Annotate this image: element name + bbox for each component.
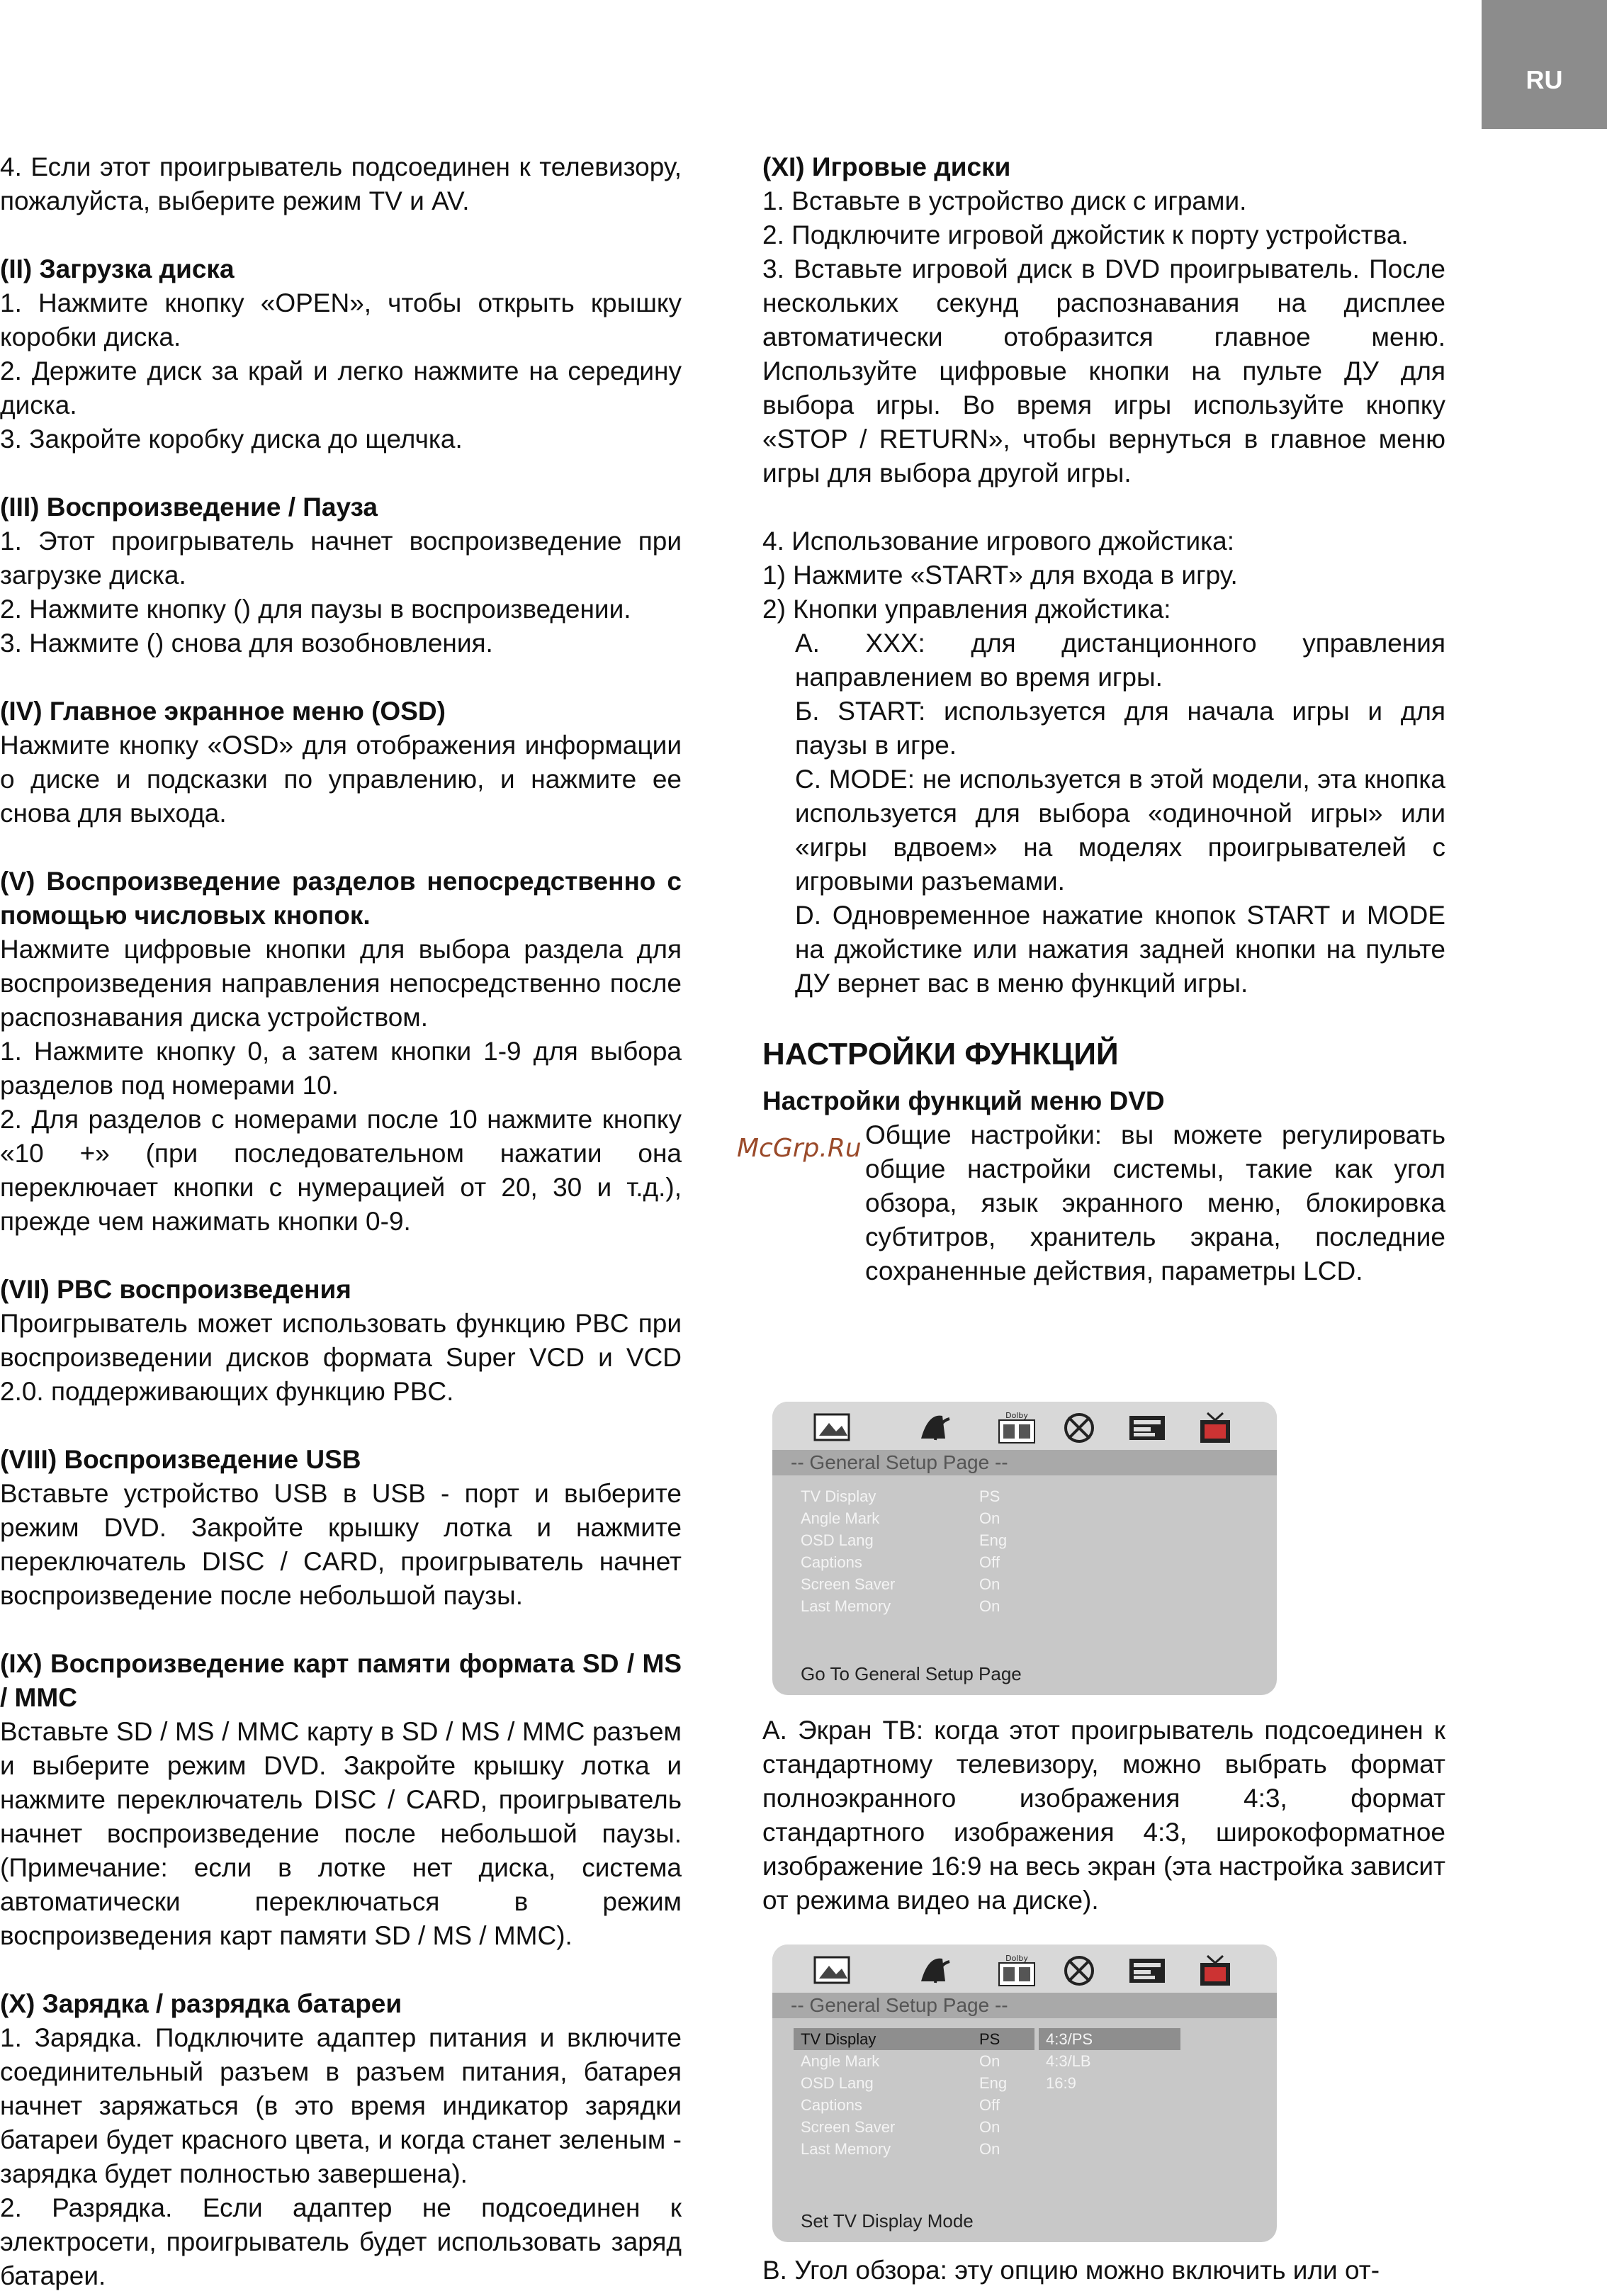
preference-icon [1127, 1410, 1168, 1446]
dolby-icon [996, 1410, 1037, 1446]
section-heading: (II) Загрузка диска [0, 254, 235, 283]
section-heading: (VIII) Воспроизведение USB [0, 1445, 361, 1474]
status-line: Go To General Setup Page [801, 1663, 1022, 1684]
paragraph: 2. Подключите игровой джойстик к порту устройства. [762, 220, 1409, 249]
paragraph-view-angle: B. Угол обзора: эту опцию можно включить или от- [762, 2256, 1380, 2285]
general-setup-icon [812, 1410, 853, 1446]
watermark-text: McGrp.Ru [737, 1134, 862, 1163]
audio-setup-icon [914, 1410, 955, 1446]
video-setup-icon [1059, 1410, 1100, 1446]
icon-bar [772, 1945, 1277, 1994]
section-heading: (V) Воспроизведение разделов непосредственно с помощью числовых кнопок. [0, 867, 682, 930]
language-tab-label: RU [1526, 65, 1563, 94]
para-b-block [762, 2253, 1445, 2287]
setting-value: On [979, 2052, 1000, 2070]
screen-title: -- General Setup Page -- [772, 1450, 1277, 1475]
paragraph: 2. Держите диск за край и легко нажмите на середину диска. [0, 356, 682, 420]
dolby-label: Dolby [1005, 1954, 1028, 1963]
section-heading: (XI) Игровые диски [762, 152, 1011, 181]
paragraph: 3. Нажмите () снова для возобновления. [0, 629, 493, 658]
menu-item[interactable]: Angle Mark [801, 1509, 880, 1527]
paragraph: 1) Нажмите «START» для входа в игру. [762, 561, 1238, 590]
section-heading: (IX) Воспроизведение карт памяти формата SD / MS / MMC [0, 1649, 682, 1712]
general-setup-screen-2 [772, 1945, 1277, 2242]
spacer [0, 456, 682, 490]
subsection-text: Общие настройки: вы можете регулировать общие настройки системы, такие как угол обзора, язык экранного меню, блокировка субтитров, хранитель экрана, последние сохраненные действия, параметры LCD. [865, 1120, 1445, 1285]
setting-value: On [979, 2140, 1000, 2158]
setting-value: On [979, 2118, 1000, 2136]
setting-value: PS [979, 1487, 1000, 1505]
menu-item[interactable]: Last Memory [801, 2140, 891, 2158]
spacer [0, 1953, 682, 1987]
general-setup-icon [812, 1953, 853, 1988]
setting-value: On [979, 1509, 1000, 1527]
paragraph: Вставьте устройство USB в USB - порт и выберите режим DVD. Закройте крышку лотка и нажмите переключатель DISC / CARD, проигрыватель начнет воспроизведение после небольшой паузы. [0, 1479, 682, 1610]
dolby-label: Dolby [1005, 1411, 1028, 1420]
setting-value: Eng [979, 2074, 1008, 2092]
para-a-block [762, 1713, 1445, 1918]
spacer [0, 1239, 682, 1273]
spacer [762, 490, 1445, 524]
menu-item[interactable]: Captions [801, 1553, 862, 1571]
paragraph: C. MODE: не используется в этой модели, эта кнопка используется для выбора «одиночной игры» или «игры вдвоем» на моделях проигрывателей с игровыми разъемами. [795, 765, 1445, 896]
paragraph: Вставьте SD / MS / MMC карту в SD / MS / MMC разъем и выберите режим DVD. Закройте крышку лотка и нажмите переключатель DISC / CARD, проигрыватель начнет воспроизведение после небольшой паузы. (Примечание: если в лотке нет диска, система автоматически переключаться в режим воспроизведения карт памяти SD / MS / MMC). [0, 1717, 682, 1950]
option-item-selected[interactable]: 4:3/PS [1039, 2028, 1180, 2050]
menu-item[interactable]: Captions [801, 2096, 862, 2114]
audio-setup-icon [914, 1953, 955, 1988]
status-line: Set TV Display Mode [801, 2210, 974, 2232]
menu-item[interactable]: Screen Saver [801, 1575, 896, 1593]
paragraph: Б. START: используется для начала игры и для паузы в игре. [795, 697, 1445, 760]
spacer [0, 1613, 682, 1647]
general-setup-screen-1 [772, 1402, 1277, 1695]
section-title: НАСТРОЙКИ ФУНКЦИЙ [762, 1037, 1119, 1071]
paragraph: 1. Зарядка. Подключите адаптер питания и включите соединительный разъем в разъем питания, батарея начнет заряжаться (в это время индикатор зарядки батареи будет красного цвета, и когда станет зеленым - зарядка будет полностью завершена). [0, 2023, 682, 2188]
tv-display-options [1039, 2028, 1180, 2094]
exit-tv-icon [1195, 1410, 1236, 1446]
spacer [0, 1409, 682, 1443]
subsection-title: Настройки функций меню DVD [762, 1086, 1165, 1115]
paragraph: 1. Вставьте в устройство диск с играми. [762, 186, 1247, 215]
spacer [0, 218, 682, 252]
right-column [762, 150, 1445, 1288]
menu-item[interactable]: TV Display [801, 1487, 876, 1505]
paragraph: 4. Если этот проигрыватель подсоединен к телевизору, пожалуйста, выберите режим TV и AV. [0, 152, 682, 215]
section-heading: (III) Воспроизведение / Пауза [0, 493, 378, 522]
paragraph: 3. Вставьте игровой диск в DVD проигрыватель. После нескольких секунд распознавания на дисплее автоматически отобразится главное меню. Используйте цифровые кнопки на пульте ДУ для выбора игры. Во время игры используйте кнопку «STOP / RETURN», чтобы вернуться в главное меню игры для выбора другой игры. [762, 254, 1445, 488]
paragraph: 4. Использование игрового джойстика: [762, 527, 1235, 556]
settings-menu [801, 1485, 895, 1617]
option-item[interactable]: 16:9 [1046, 2074, 1076, 2092]
option-item[interactable]: 4:3/LB [1046, 2052, 1091, 2070]
preference-icon [1127, 1953, 1168, 1988]
settings-values [979, 1485, 1007, 1617]
setting-value: PS [979, 2030, 1000, 2048]
paragraph: A. XXX: для дистанционного управления направлением во время игры. [795, 629, 1445, 692]
spacer [0, 660, 682, 694]
paragraph: 2. Нажмите кнопку () для паузы в воспроизведении. [0, 595, 631, 624]
menu-item-selected[interactable]: TV Display [794, 2028, 1034, 2050]
paragraph: D. Одновременное нажатие кнопок START и MODE на джойстике или нажатия задней кнопки на пульте ДУ вернет вас в меню функций игры. [795, 901, 1445, 998]
exit-tv-icon [1195, 1953, 1236, 1988]
language-tab [1482, 0, 1607, 129]
menu-item[interactable]: Angle Mark [801, 2052, 880, 2070]
menu-item[interactable]: Last Memory [801, 1597, 891, 1615]
game-discs-section [762, 150, 1445, 1001]
section-heading: (VII) PBC воспроизведения [0, 1275, 351, 1304]
section-heading: (IV) Главное экранное меню (OSD) [0, 697, 446, 726]
paragraph: 2) Кнопки управления джойстика: [762, 595, 1171, 624]
paragraph: Нажмите цифровые кнопки для выбора раздела для воспроизведения направления непосредственно после распознавания диска устройством. [0, 935, 682, 1032]
paragraph: 2. Для разделов с номерами после 10 нажмите кнопку «10 +» (при последовательном нажатии она переключает кнопки с нумерацией от 20, 30 и т.д.), прежде чем нажимать кнопки 0-9. [0, 1105, 682, 1236]
menu-item[interactable]: OSD Lang [801, 1531, 874, 1549]
paragraph: 1. Нажмите кнопку 0, а затем кнопки 1-9 для выбора разделов под номерами 10. [0, 1037, 682, 1100]
settings-values [979, 2028, 1007, 2160]
menu-item[interactable]: OSD Lang [801, 2074, 874, 2092]
setting-value: Off [979, 1553, 1000, 1571]
menu-item[interactable]: Screen Saver [801, 2118, 896, 2136]
paragraph: 1. Нажмите кнопку «OPEN», чтобы открыть крышку коробки диска. [0, 288, 682, 351]
paragraph: Проигрыватель может использовать функцию PBC при воспроизведении дисков формата Super VCD и VCD 2.0. поддерживающих функцию PBC. [0, 1309, 682, 1406]
paragraph: Нажмите кнопку «OSD» для отображения информации о диске и подсказки по управлению, и нажмите ее снова для выхода. [0, 731, 682, 828]
paragraph-tv-display: A. Экран ТВ: когда этот проигрыватель подсоединен к стандартному телевизору, можно выбрать формат полноэкранного изображения 4:3, формат стандартного изображения 4:3, широкоформатное изображение 16:9 на весь экран (эта настройка зависит от режима видео на диске). [762, 1716, 1445, 1915]
spacer [0, 831, 682, 865]
setting-value: On [979, 1597, 1000, 1615]
paragraph: 2. Разрядка. Если адаптер не подсоединен к электросети, проигрыватель будет использовать заряд батареи. [0, 2193, 682, 2290]
icon-bar [772, 1402, 1277, 1451]
left-column [0, 150, 682, 2293]
paragraph: 1. Этот проигрыватель начнет воспроизведение при загрузке диска. [0, 527, 682, 590]
paragraph: 3. Закройте коробку диска до щелчка. [0, 424, 463, 454]
setting-value: Eng [979, 1531, 1008, 1549]
setting-value: Off [979, 2096, 1000, 2114]
video-setup-icon [1059, 1953, 1100, 1988]
setting-value: On [979, 1575, 1000, 1593]
screen-title: -- General Setup Page -- [772, 1993, 1277, 2018]
section-heading: (X) Зарядка / разрядка батареи [0, 1989, 402, 2018]
dolby-icon [996, 1953, 1037, 1988]
